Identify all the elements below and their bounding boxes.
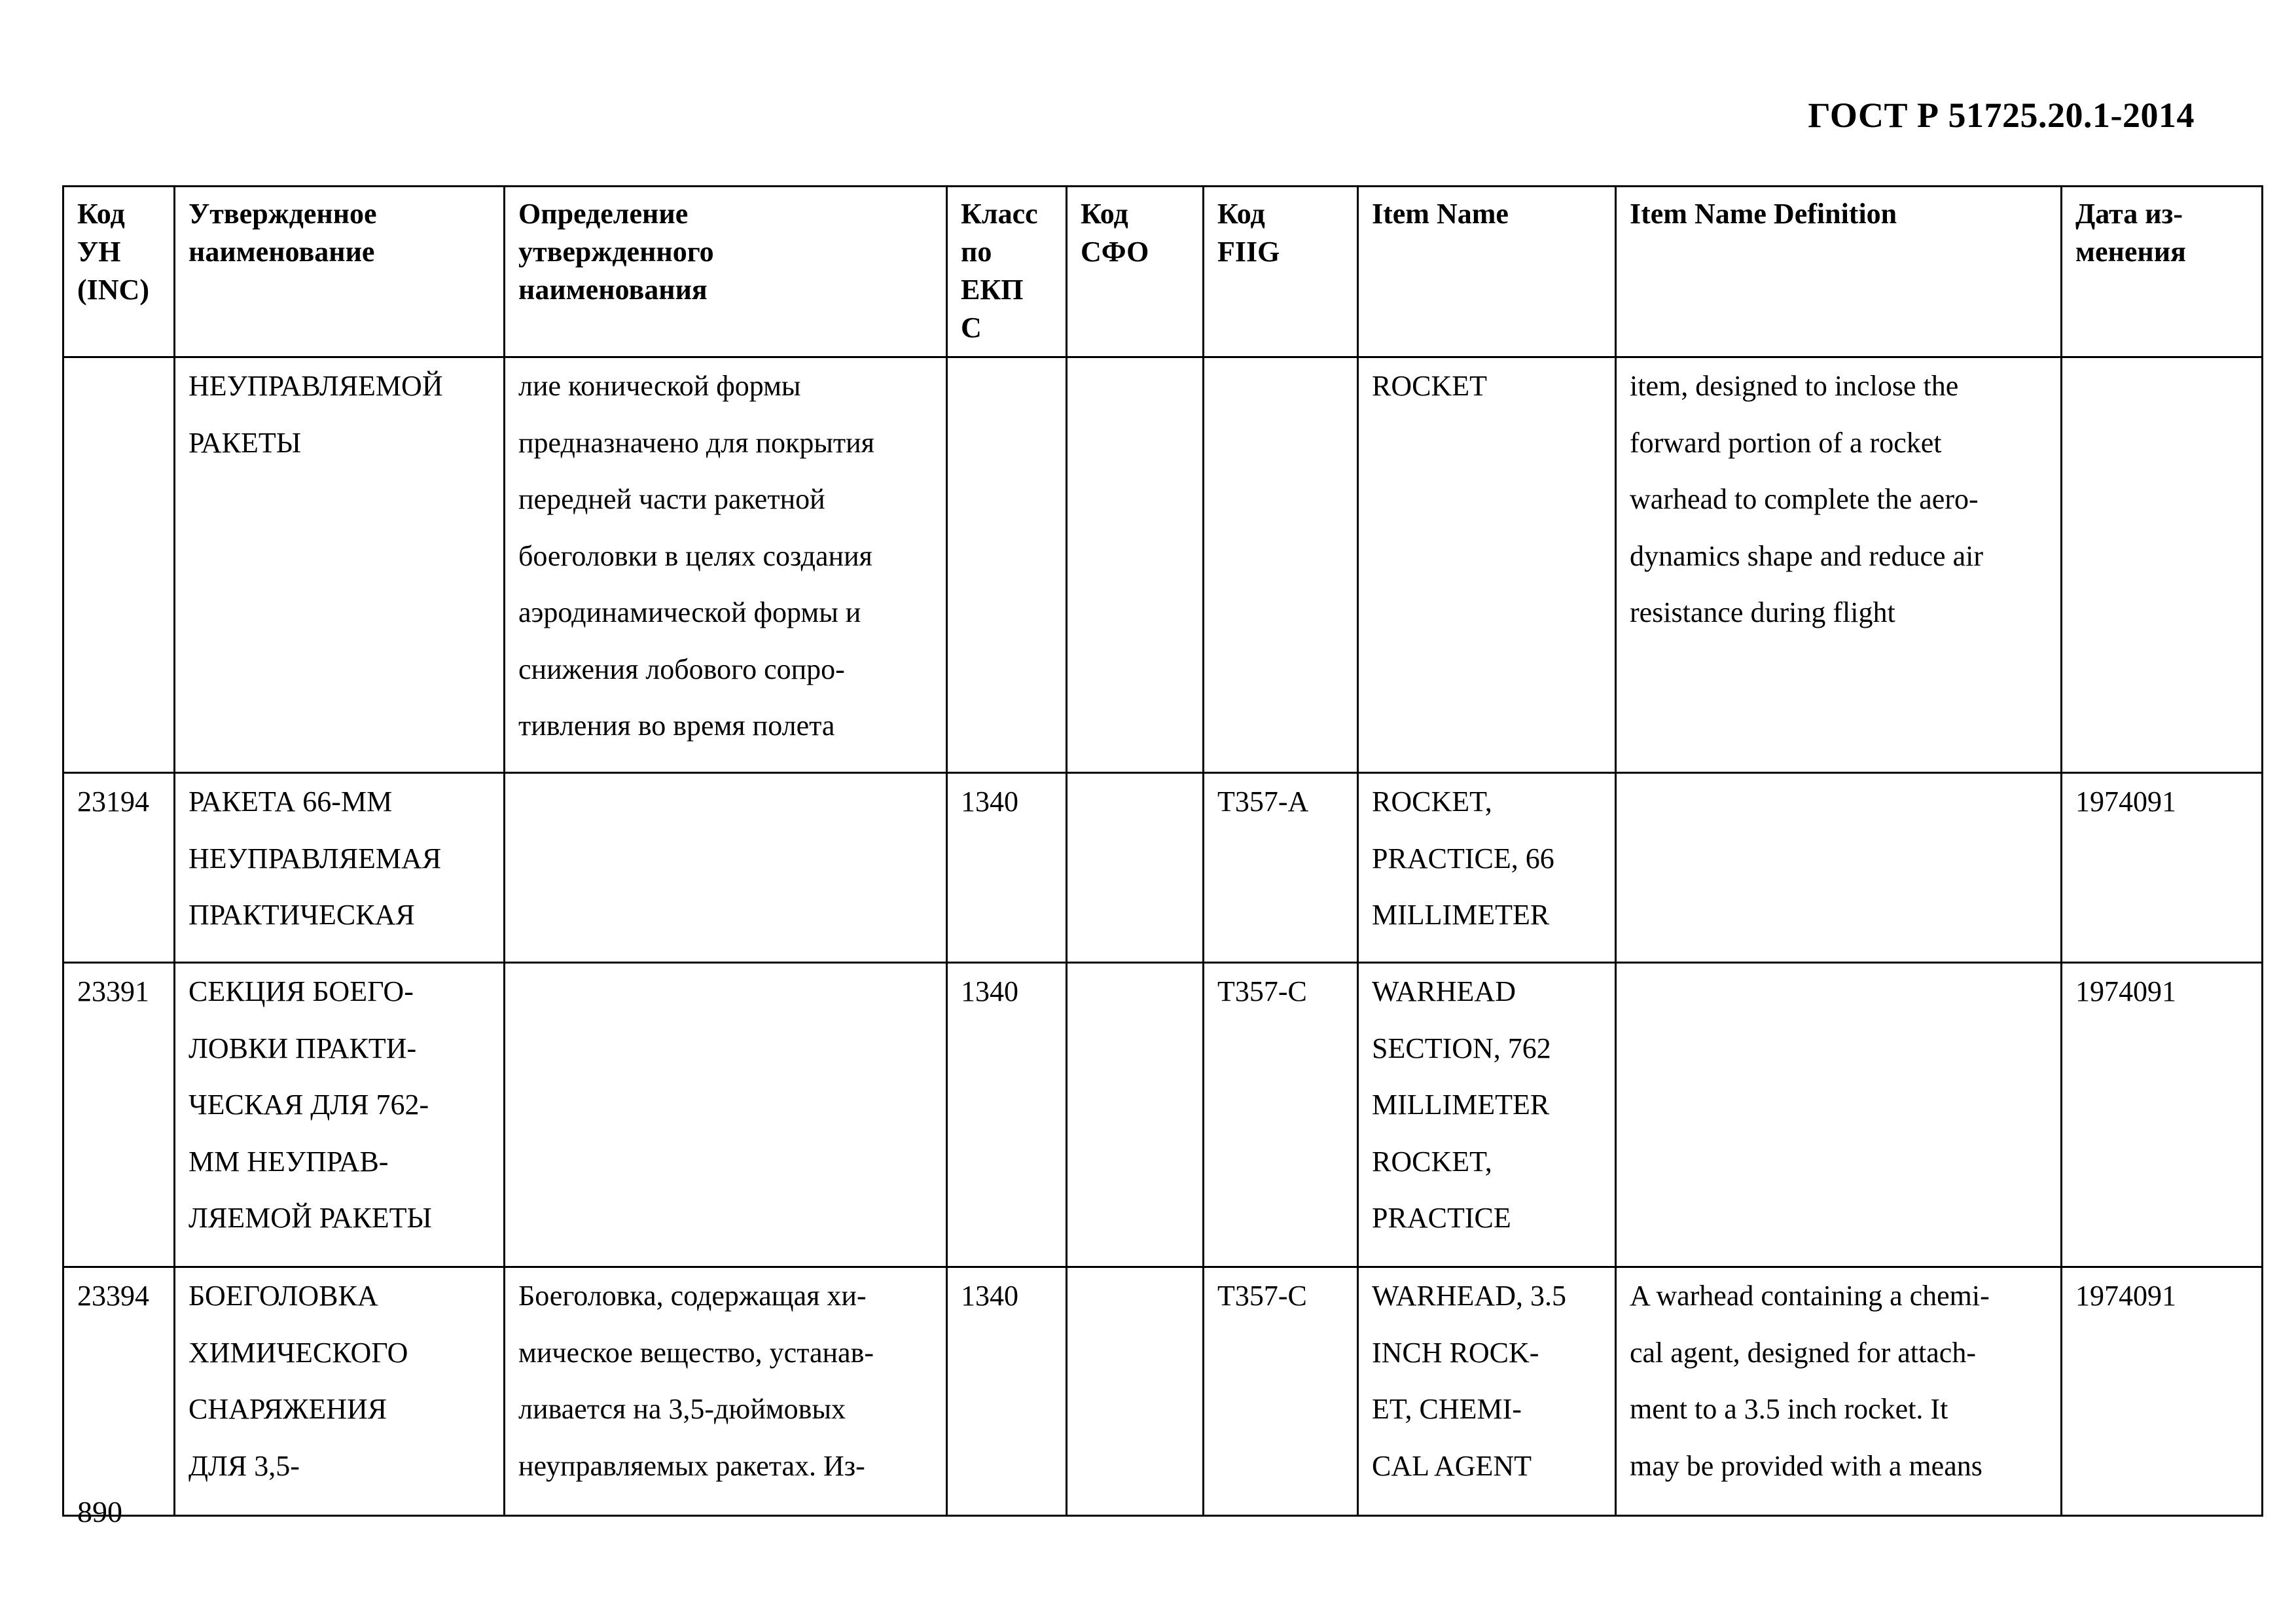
header-definition <box>505 187 947 357</box>
cell-line: ПРАКТИЧЕСКАЯ <box>188 899 415 931</box>
cell-line: БОЕГОЛОВКА <box>188 1280 378 1312</box>
cell-line: T357-A <box>1217 785 1309 818</box>
header-line: Определение <box>518 198 689 230</box>
cell-line: 1974091 <box>2075 785 2176 818</box>
cell-item-name-definition <box>1616 773 2062 963</box>
cell-line: WARHEAD <box>1372 975 1516 1007</box>
cell-line: MILLIMETER <box>1372 1089 1550 1121</box>
header-line: Item Name <box>1372 198 1509 230</box>
cell-line: РАКЕТА 66-ММ <box>188 785 393 818</box>
cell-item-name-definition <box>1616 963 2062 1267</box>
cell-line: PRACTICE, 66 <box>1372 842 1554 875</box>
cell-line: НЕУПРАВЛЯЕМАЯ <box>188 842 442 875</box>
cell-line: ROCKET, <box>1372 1145 1492 1178</box>
cell-class <box>947 773 1067 963</box>
cell-line: Боеголовка, содержащая хи- <box>518 1280 867 1312</box>
cell-change-date <box>2062 773 2263 963</box>
cell-sfo <box>1067 963 1204 1267</box>
document-code: ГОСТ Р 51725.20.1-2014 <box>1808 96 2195 135</box>
cell-line: 1340 <box>961 975 1018 1007</box>
header-line: по <box>961 236 992 268</box>
header-line: Item Name Definition <box>1630 198 1897 230</box>
cell-sfo <box>1067 357 1204 773</box>
cell-line: ХИМИЧЕСКОГО <box>188 1336 408 1369</box>
header-line: менения <box>2075 236 2186 268</box>
cell-line: cal agent, designed for attach- <box>1630 1336 1976 1369</box>
page-number: 890 <box>77 1495 122 1528</box>
cell-definition <box>505 963 947 1267</box>
cell-change-date <box>2062 357 2263 773</box>
header-line: утвержденного <box>518 236 714 268</box>
cell-inc <box>63 1267 175 1516</box>
cell-line: T357-C <box>1217 1280 1307 1312</box>
header-line: Утвержденное <box>188 198 377 230</box>
header-line: ЕКП <box>961 274 1024 306</box>
cell-line: снижения лобового сопро- <box>518 653 845 685</box>
cell-line: аэродинамической формы и <box>518 596 861 628</box>
header-line: Код <box>1081 198 1128 230</box>
header-line: FIIG <box>1217 236 1280 268</box>
classification-table <box>62 185 2263 1517</box>
cell-fiig <box>1204 773 1358 963</box>
cell-item-name <box>1358 357 1616 773</box>
cell-inc <box>63 773 175 963</box>
cell-item-name-definition <box>1616 1267 2062 1516</box>
cell-item-name <box>1358 1267 1616 1516</box>
cell-line: мическое вещество, устанав- <box>518 1336 874 1369</box>
cell-inc <box>63 963 175 1267</box>
cell-line: forward portion of a rocket <box>1630 426 1942 459</box>
cell-line: PRACTICE <box>1372 1202 1511 1234</box>
cell-line: 23391 <box>77 975 149 1007</box>
cell-line: ММ НЕУПРАВ- <box>188 1145 389 1178</box>
header-approved-name <box>175 187 505 357</box>
cell-line: СЕКЦИЯ БОЕГО- <box>188 975 414 1007</box>
cell-item-name <box>1358 773 1616 963</box>
cell-class <box>947 357 1067 773</box>
cell-line: dynamics shape and reduce air <box>1630 539 1983 572</box>
cell-line: ET, CHEMI- <box>1372 1393 1522 1425</box>
cell-class <box>947 1267 1067 1516</box>
cell-fiig <box>1204 1267 1358 1516</box>
header-line: СФО <box>1081 236 1149 268</box>
cell-line: ЛОВКИ ПРАКТИ- <box>188 1032 417 1064</box>
cell-line: INCH ROCK- <box>1372 1336 1539 1369</box>
table-row <box>63 773 2263 963</box>
table-body <box>63 357 2263 1516</box>
cell-inc <box>63 357 175 773</box>
header-line: наименование <box>188 236 375 268</box>
header-class <box>947 187 1067 357</box>
header-line: наименования <box>518 274 708 306</box>
header-change-date <box>2062 187 2263 357</box>
cell-line: НЕУПРАВЛЯЕМОЙ <box>188 370 443 402</box>
cell-sfo <box>1067 773 1204 963</box>
cell-line: ливается на 3,5-дюймовых <box>518 1393 846 1425</box>
cell-line: 1340 <box>961 1280 1018 1312</box>
cell-approved-name <box>175 357 505 773</box>
header-row <box>63 187 2263 357</box>
cell-line: SECTION, 762 <box>1372 1032 1551 1064</box>
cell-line: ЧЕСКАЯ ДЛЯ 762- <box>188 1089 429 1121</box>
cell-definition <box>505 357 947 773</box>
cell-class <box>947 963 1067 1267</box>
header-line: Дата из- <box>2075 198 2183 230</box>
header-line: Код <box>1217 198 1265 230</box>
cell-approved-name <box>175 1267 505 1516</box>
cell-line: ROCKET <box>1372 370 1487 402</box>
cell-line: warhead to complete the aero- <box>1630 483 1979 515</box>
cell-line: 1340 <box>961 785 1018 818</box>
cell-approved-name <box>175 963 505 1267</box>
cell-fiig <box>1204 357 1358 773</box>
table-row <box>63 1267 2263 1516</box>
cell-line: item, designed to inclose the <box>1630 370 1959 402</box>
cell-line: лие конической формы <box>518 370 801 402</box>
cell-line: неуправляемых ракетах. Из- <box>518 1449 865 1482</box>
header-line: Код <box>77 198 125 230</box>
cell-line: ment to a 3.5 inch rocket. It <box>1630 1393 1948 1425</box>
header-item-name <box>1358 187 1616 357</box>
cell-item-name <box>1358 963 1616 1267</box>
cell-item-name-definition <box>1616 357 2062 773</box>
cell-definition <box>505 773 947 963</box>
cell-line: 23194 <box>77 785 149 818</box>
cell-line: СНАРЯЖЕНИЯ <box>188 1393 387 1425</box>
cell-line: may be provided with a means <box>1630 1449 1982 1482</box>
cell-line: боеголовки в целях создания <box>518 539 872 572</box>
cell-sfo <box>1067 1267 1204 1516</box>
cell-line: ДЛЯ 3,5- <box>188 1449 300 1482</box>
header-inc <box>63 187 175 357</box>
header-fiig <box>1204 187 1358 357</box>
cell-line: 1974091 <box>2075 1280 2176 1312</box>
cell-line: WARHEAD, 3.5 <box>1372 1280 1566 1312</box>
header-sfo <box>1067 187 1204 357</box>
cell-change-date <box>2062 1267 2263 1516</box>
cell-line: предназначено для покрытия <box>518 426 874 459</box>
header-line: С <box>961 312 982 344</box>
cell-line: ROCKET, <box>1372 785 1492 818</box>
cell-line: CAL AGENT <box>1372 1449 1532 1482</box>
cell-approved-name <box>175 773 505 963</box>
cell-fiig <box>1204 963 1358 1267</box>
cell-line: ЛЯЕМОЙ РАКЕТЫ <box>188 1202 432 1234</box>
cell-line: A warhead containing a chemi- <box>1630 1280 1990 1312</box>
table-row <box>63 963 2263 1267</box>
cell-line: 23394 <box>77 1280 149 1312</box>
header-line: Класс <box>961 198 1038 230</box>
header-line: (INC) <box>77 274 149 306</box>
header-item-name-definition <box>1616 187 2062 357</box>
cell-line: 1974091 <box>2075 975 2176 1007</box>
table-row <box>63 357 2263 773</box>
cell-line: MILLIMETER <box>1372 899 1550 931</box>
cell-line: РАКЕТЫ <box>188 426 302 459</box>
cell-line: передней части ракетной <box>518 483 825 515</box>
cell-line: resistance during flight <box>1630 596 1895 628</box>
cell-change-date <box>2062 963 2263 1267</box>
header-line: УН <box>77 236 121 268</box>
cell-definition <box>505 1267 947 1516</box>
cell-line: T357-C <box>1217 975 1307 1007</box>
cell-line: тивления во время полета <box>518 710 835 742</box>
